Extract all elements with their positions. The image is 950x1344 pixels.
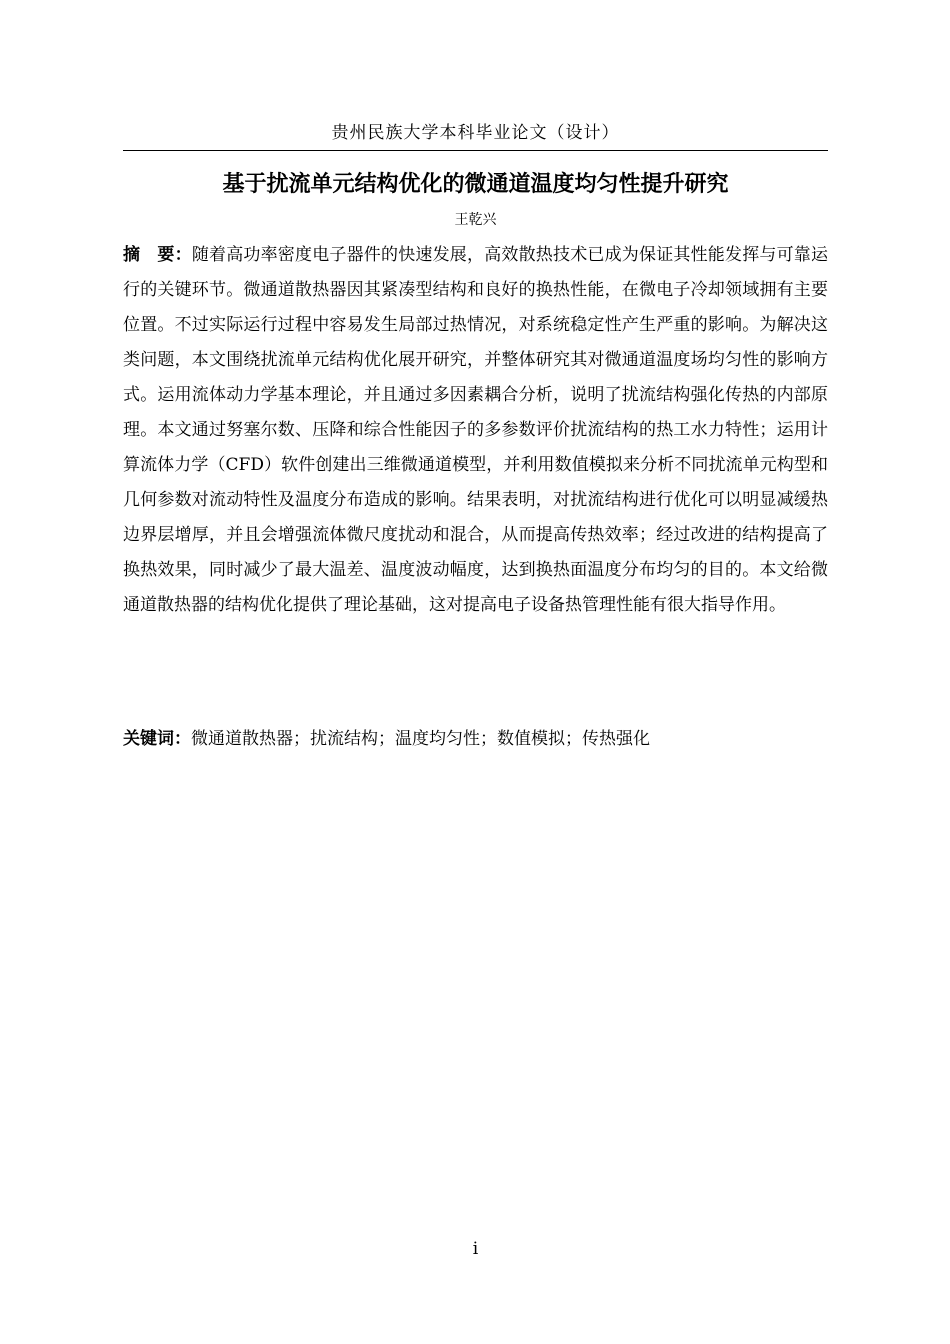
paper-title: 基于扰流单元结构优化的微通道温度均匀性提升研究 (222, 172, 729, 197)
abstract-text: 随着高功率密度电子器件的快速发展，高效散热技术已成为保证其性能发挥与可靠运行的关键环节。微通道散热器因其紧凑型结构和良好的换热性能，在微电子冷却领域拥有主要位置。不过实际运行过程中容易发生局部过热情况，对系统稳定性产生严重的影响。为解决这类问题，本文围绕扰流单元结构优化展开研究，并整体研究其对微通道温度场均匀性的影响方式。运用流体动力学基本理论，并且通过多因素耦合分析，说明了扰流结构强化传热的内部原理。本文通过努塞尔数、压降和综合性能因子的多参数评价扰流结构的热工水力特性；运用计算流体力学（CFD）软件创建出三维微通道模型，并利用数值模拟来分析不同扰流单元构型和几何参数对流动特性及温度分布造成的影响。结果表明，对扰流结构进行优化可以明显减缓热边界层增厚，并且会增强流体微尺度扰动和混合，从而提高传热效率；经过改进的结构提高了换热效果，同时减少了最大温差、温度波动幅度，达到换热面温度分布均匀的目的。本文给微通道散热器的结构优化提供了理论基础，这对提高电子设备热管理性能有很大指导作用。 (123, 245, 829, 615)
keywords-label: 关键词： (123, 729, 191, 749)
running-header: 贵州民族大学本科毕业论文（设计） (331, 123, 620, 143)
abstract-section (123, 238, 828, 623)
keywords-text: 微通道散热器；扰流结构；温度均匀性；数值模拟；传热强化 (191, 729, 650, 749)
page-number: i (472, 1239, 479, 1259)
author-name: 王乾兴 (454, 212, 497, 228)
abstract-label: 摘 要： (123, 245, 192, 265)
header-rule (123, 150, 828, 151)
keywords-section (123, 724, 828, 754)
